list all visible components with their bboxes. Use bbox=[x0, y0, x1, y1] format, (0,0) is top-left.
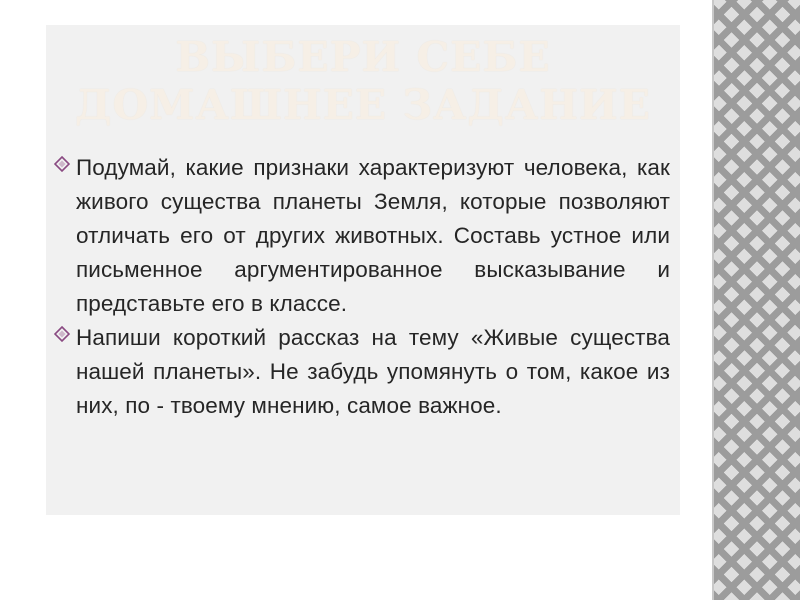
title-line-2: ДОМАШНЕЕ ЗАДАНИЕ bbox=[75, 81, 651, 129]
title-line-1: ВЫБЕРИ СЕБЕ bbox=[175, 33, 551, 81]
bullet-list bbox=[54, 151, 670, 423]
diamond-bullet-icon bbox=[54, 326, 70, 342]
slide-title bbox=[46, 33, 680, 129]
diamond-bullet-icon bbox=[54, 156, 70, 172]
bullet-item bbox=[54, 151, 670, 321]
bullet-text: Напиши короткий рассказ на тему «Живые существа нашей планеты». Не забудь упомянуть о том, какое из них, по - твоему мнению, самое важное. bbox=[76, 325, 670, 418]
decorative-texture-strip bbox=[712, 0, 800, 600]
bullet-text: Подумай, какие признаки характеризуют человека, как живого существа планеты Земля, которые позволяют отличать его от других животных. Составь устное или письменное аргументированное высказывание и представьте его в классе. bbox=[76, 155, 670, 316]
bullet-item bbox=[54, 321, 670, 423]
